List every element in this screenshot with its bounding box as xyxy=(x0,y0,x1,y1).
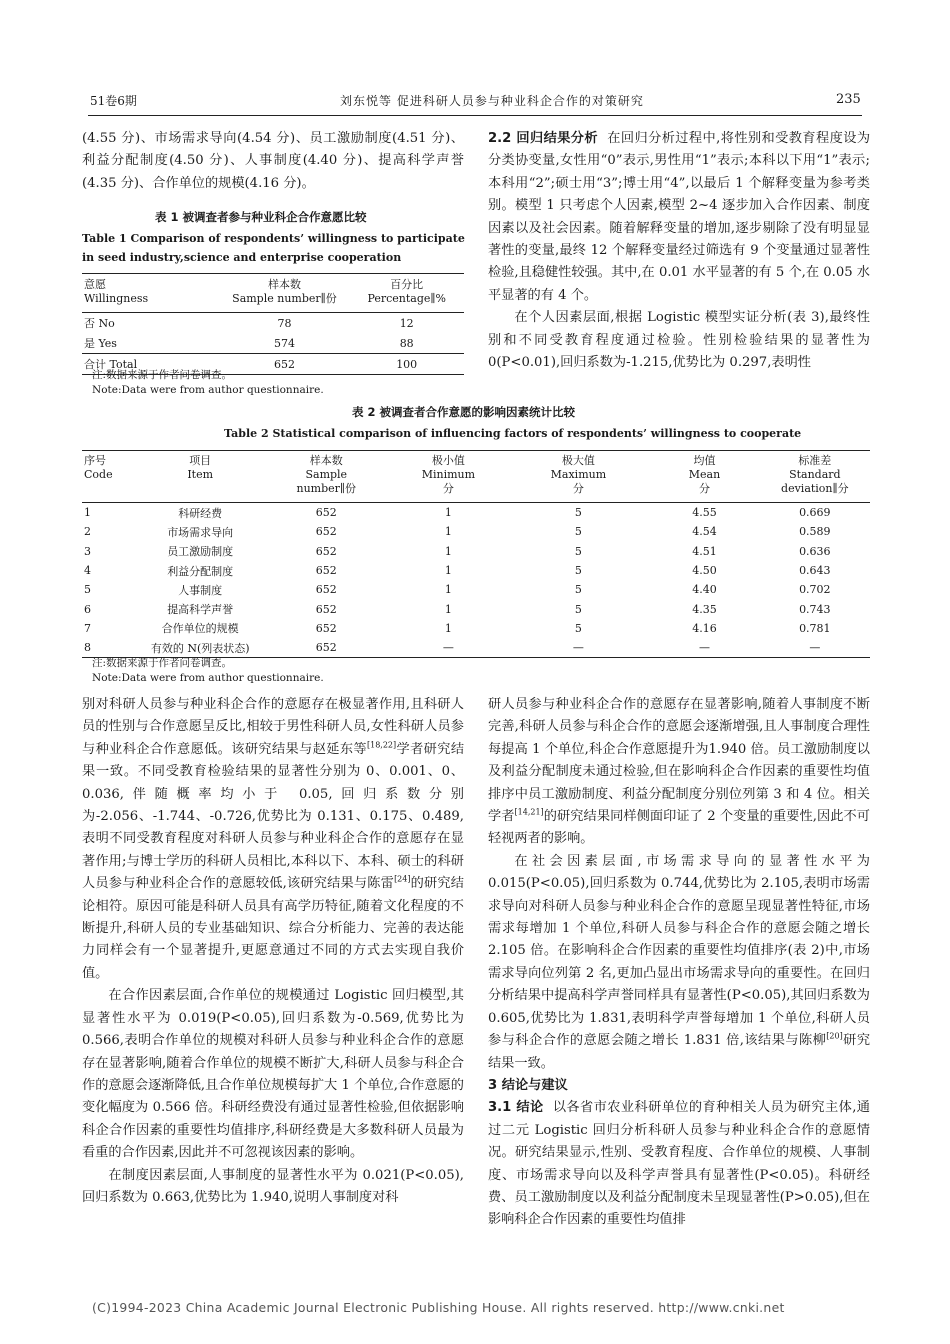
table-cell: 员工激励制度 xyxy=(167,545,234,559)
table-cell: 1 xyxy=(444,525,452,539)
table-cell: 科研经费 xyxy=(178,506,223,520)
table1-header-willingness: 意愿 Willingness xyxy=(82,274,220,313)
table-cell: 0.743 xyxy=(799,602,831,616)
right-bottom-text: 研人员参与种业科企合作的意愿存在显著影响,随着人事制度不断完善,科研人员参与科企合作的意愿会逐渐增强,且人事制度合理性每提高 1 个单位,科企合作意愿提升为1.940 倍。员工激励制度以及利益分配制度未通过检验,但在影响科企合作因素的重要性均值排序中员工激励制度、利益分配制度分别位列第 3 和 4 位。相关学者[14,21]的研究结果同样侧面印证了 2 个变量的重要性,因此不可轻视两者的影响。 在社会因素层面,市场需求导向的显著性水平为 0.015(P<0.05),回归系数为 0.744,优势比为 2.105,表明市场需求导向对科研人员参与种业科企合作的意愿呈现显著性特征,市场需求每增加 1 个单位,科研人员参与科企合作的意愿会随之增长 2.105 倍。在影响科企合作因素的重要性均值排序(表 2)中,市场需求导向位列第 2 名,更加凸显出市场需求导向的重要性。在回归分析结果中提高科学声誉同样具有显著性(P<0.05),其回归系数为 0.605,优势比为 1.831,表明科学声誉每增加 1 个单位,科研人员参与科企合作的意愿会随之增长 1.831 倍,该结果与陈柳[20]研究结果一致。 3 结论与建议 3.1 结论 以各省市农业科研单位的育种相关人员为研究主体,通过二元 Logistic 回归分析科研人员参与种业科企合作的意愿情况。研究结果显示,性别、受教育程度、合作单位的规模、人事制度、市场需求导向以及科学声誉具有显著性(P<0.05)。科研经费、员工激励制度以及利益分配制度未呈现显著性(P>0.05),但在影响科企合作因素的重要性均值排 xyxy=(488,697,871,1228)
table2-caption-en: Table 2 Statistical comparison of influencing factors of respondents’ willingness to cooperate xyxy=(224,427,802,440)
left-bottom-text: 别对科研人员参与种业科企合作的意愿存在极显著作用,且科研人员的性别与合作意愿呈反比,相较于男性科研人员,女性科研人员参与种业科企合作意愿低。该研究结果与赵延东等[18,22]学者研究结果一致。不同受教育检验结果的显著性分别为 0、0.001、0、0.036,伴随概率均小于 0.05,回归系数分别为-2.056、-1.744、-0.726,优势比为 0.131、0.175、0.489,表明不同受教育程度对科研人员参与种业科企合作的意愿存在显著作用;与博士学历的科研人员相比,本科以下、本科、硕士的科研人员参与种业科企合作的意愿较低,该研究结果与陈雷[24]的研究结论相符。原因可能是科研人员具有高学历特征,随着文化程度的不断提升,科研人员的专业基础知识、综合分析能力、完善的表达能力同样会有一个显著提升,更愿意通过不同的方式去实现自我价值。 在合作因素层面,合作单位的规模通过 Logistic 回归模型,其显著性水平为 0.019(P<0.05),回归系数为-0.569,优势比为 0.566,表明合作单位的规模对科研人员参与种业科企合作的意愿存在显著影响,随着合作单位的规模不断扩大,科研人员参与科企合作的意愿会逐渐降低,且合作单位规模每扩大 1 个单位,合作意愿的变化幅度为 0.566 倍。科研经费没有通过显著性检验,但依据影响科企合作因素的重要性均值排序,科研经费是大多数科研人员最为看重的合作因素,因此并不可忽视该因素的影响。 在制度因素层面,人事制度的显著性水平为 0.021(P<0.05),回归系数为 0.663,优势比为 1.940,说明人事制度对科 xyxy=(82,697,465,1205)
table2-caption-cn: 表 2 被调查者合作意愿的影响因素统计比较 xyxy=(352,405,576,419)
table-cell: 652 xyxy=(315,544,337,558)
table-cell: 100 xyxy=(349,354,464,375)
table-row xyxy=(82,522,870,541)
table-cell: 市场需求导向 xyxy=(167,525,234,539)
table-cell: 1 xyxy=(444,564,452,578)
table-cell: 652 xyxy=(315,583,337,597)
table-row xyxy=(82,542,870,561)
table2 xyxy=(82,450,870,658)
table1-header-sample: 样本数 Sample number∥份 xyxy=(220,274,350,313)
table-cell: 1 xyxy=(444,506,452,520)
header-rule xyxy=(88,115,862,116)
table-cell: 4.40 xyxy=(692,583,717,597)
table-cell: 652 xyxy=(315,602,337,616)
left-top-paragraph: (4.55 分)、市场需求导向(4.54 分)、员工激励制度(4.51 分)、利益分配制度(4.50 分)、人事制度(4.40 分)、提高科学声誉(4.35 分)、合作单位的规模(4.16 分)。 xyxy=(82,131,464,191)
page-number: 235 xyxy=(836,92,861,107)
section-heading-3-1: 3.1 结论 xyxy=(488,1100,544,1116)
table-cell: 合计 Total xyxy=(82,354,220,375)
table-row xyxy=(82,503,870,523)
section-heading-2-2: 2.2 回归结果分析 xyxy=(488,131,599,146)
table-cell: 5 xyxy=(574,583,582,597)
table-cell: — xyxy=(698,641,710,655)
table-cell: 4.55 xyxy=(692,506,717,520)
table-cell: 5 xyxy=(574,544,582,558)
table-cell: 0.781 xyxy=(799,621,831,635)
table-cell: 5 xyxy=(84,583,91,597)
table-cell: 提高科学声誉 xyxy=(167,603,234,617)
table-row xyxy=(82,313,464,334)
table-cell: 652 xyxy=(315,525,337,539)
table-cell: 574 xyxy=(273,336,295,350)
table-cell: 4.16 xyxy=(692,621,717,635)
table-cell: 12 xyxy=(399,316,414,330)
table-cell: 1 xyxy=(444,583,452,597)
table-cell: 4.51 xyxy=(692,544,717,558)
table-cell: 652 xyxy=(315,621,337,635)
table-cell: — xyxy=(572,641,584,655)
table-cell: 4.54 xyxy=(692,525,717,539)
table1-caption-en: Table 1 Comparison of respondents’ willingness to participate in seed industry,science and enterprise cooperation xyxy=(82,232,465,264)
table-cell: 78 xyxy=(277,316,292,330)
table-cell: 8 xyxy=(84,641,91,655)
table-cell: 5 xyxy=(574,621,582,635)
table-cell: 利益分配制度 xyxy=(167,564,234,578)
table2-header-mean: 均值 Mean 分 xyxy=(649,451,759,503)
right-top-text: 2.2 回归结果分析 在回归分析过程中,将性别和受教育程度设为分类协变量,女性用“0”表示,男性用“1”表示;本科以下用“1”表示;本科用“2”;硕士用“3”;博士用“4”,以最后 1 个解释变量为参考类别。模型 1 只考虑个人因素,模型 2~4 逐步加入合作因素、制度因素以及社会因素。随着解释变量的增加,逐步剔除了没有明显显著性的变量,最终 12 个解释变量经过筛选有 9 个变量通过显著性检验,且稳健性较强。其中,在 0.01 水平显著的有 5 个,在 0.05 水平显著的有 4 个。 在个人因素层面,根据 Logistic 模型实证分析(表 3),最终性别和不同受教育程度通过检验。性别检验结果的显著性为 0(P<0.01),回归系数为-1.215,优势比为 0.297,表明性 xyxy=(488,131,871,371)
table-cell: 0.636 xyxy=(799,544,831,558)
citation: [18,22] xyxy=(367,740,397,750)
table-cell: 2 xyxy=(84,525,91,539)
table-cell: 4.50 xyxy=(692,564,717,578)
table-cell: 652 xyxy=(315,564,337,578)
citation: [24] xyxy=(394,874,411,884)
table2-header-sd: 标准差 Standard deviation∥分 xyxy=(760,451,870,503)
table-cell: 1 xyxy=(444,602,452,616)
table-cell: 合作单位的规模 xyxy=(161,622,239,636)
table-row xyxy=(82,561,870,580)
table-cell: 0.669 xyxy=(799,506,831,520)
table-cell: 5 xyxy=(574,506,582,520)
citation: [14,21] xyxy=(514,807,544,817)
table-cell: 88 xyxy=(399,336,414,350)
table-cell: — xyxy=(442,641,454,655)
table-row xyxy=(82,619,870,638)
table2-header-minimum: 极小值 Minimum 分 xyxy=(389,451,507,503)
table-cell: 5 xyxy=(574,525,582,539)
table2-header-item: 项目 Item xyxy=(137,451,263,503)
table-cell: 1 xyxy=(444,621,452,635)
table-cell: 7 xyxy=(84,621,91,635)
table-cell: 652 xyxy=(220,354,350,375)
table-cell: 0.702 xyxy=(799,583,831,597)
journal-issue: 51卷6期 xyxy=(90,94,137,108)
citation: [20] xyxy=(826,1031,843,1041)
table-row xyxy=(82,638,870,658)
table1-caption-cn: 表 1 被调查者参与种业科企合作意愿比较 xyxy=(155,210,367,224)
table-row xyxy=(82,333,464,354)
table-cell: 6 xyxy=(84,602,91,616)
table-cell: 0.589 xyxy=(799,525,831,539)
table-cell: 1 xyxy=(84,506,91,520)
copyright-footer: (C)1994-2023 China Academic Journal Electronic Publishing House. All rights reserved. http://www.cnki.net xyxy=(92,1300,785,1315)
table-cell: 4 xyxy=(84,564,91,578)
table2-header-sample: 样本数 Sample number∥份 xyxy=(263,451,389,503)
table-cell: 否 No xyxy=(84,317,115,330)
table-cell: 652 xyxy=(315,506,337,520)
table-cell: 652 xyxy=(315,641,337,655)
table2-note: 注:数据来源于作者问卷调查。 Note:Data were from author questionnaire. xyxy=(92,657,324,684)
table-cell: 3 xyxy=(84,544,91,558)
table-cell: 4.35 xyxy=(692,602,717,616)
table-cell: 是 Yes xyxy=(84,337,117,350)
running-title: 刘东悦等 促进科研人员参与种业科企合作的对策研究 xyxy=(340,94,644,108)
table-cell: 5 xyxy=(574,564,582,578)
table-cell: 有效的 N(列表状态) xyxy=(150,641,250,655)
table-row xyxy=(82,599,870,618)
table-cell: 0.643 xyxy=(799,564,831,578)
table-cell: 5 xyxy=(574,602,582,616)
table2-header-code: 序号 Code xyxy=(82,451,137,503)
section-heading-3: 3 结论与建议 xyxy=(488,1077,568,1093)
table2-header-maximum: 极大值 Maximum 分 xyxy=(508,451,650,503)
table1-note: 注:数据来源于作者问卷调查。 Note:Data were from author questionnaire. xyxy=(92,369,324,396)
table-row xyxy=(82,580,870,599)
table-cell: 1 xyxy=(444,544,452,558)
table1-header-percentage: 百分比 Percentage∥% xyxy=(349,274,464,313)
table-cell: — xyxy=(809,641,821,655)
table-cell: 人事制度 xyxy=(178,583,223,597)
table1 xyxy=(82,273,464,375)
